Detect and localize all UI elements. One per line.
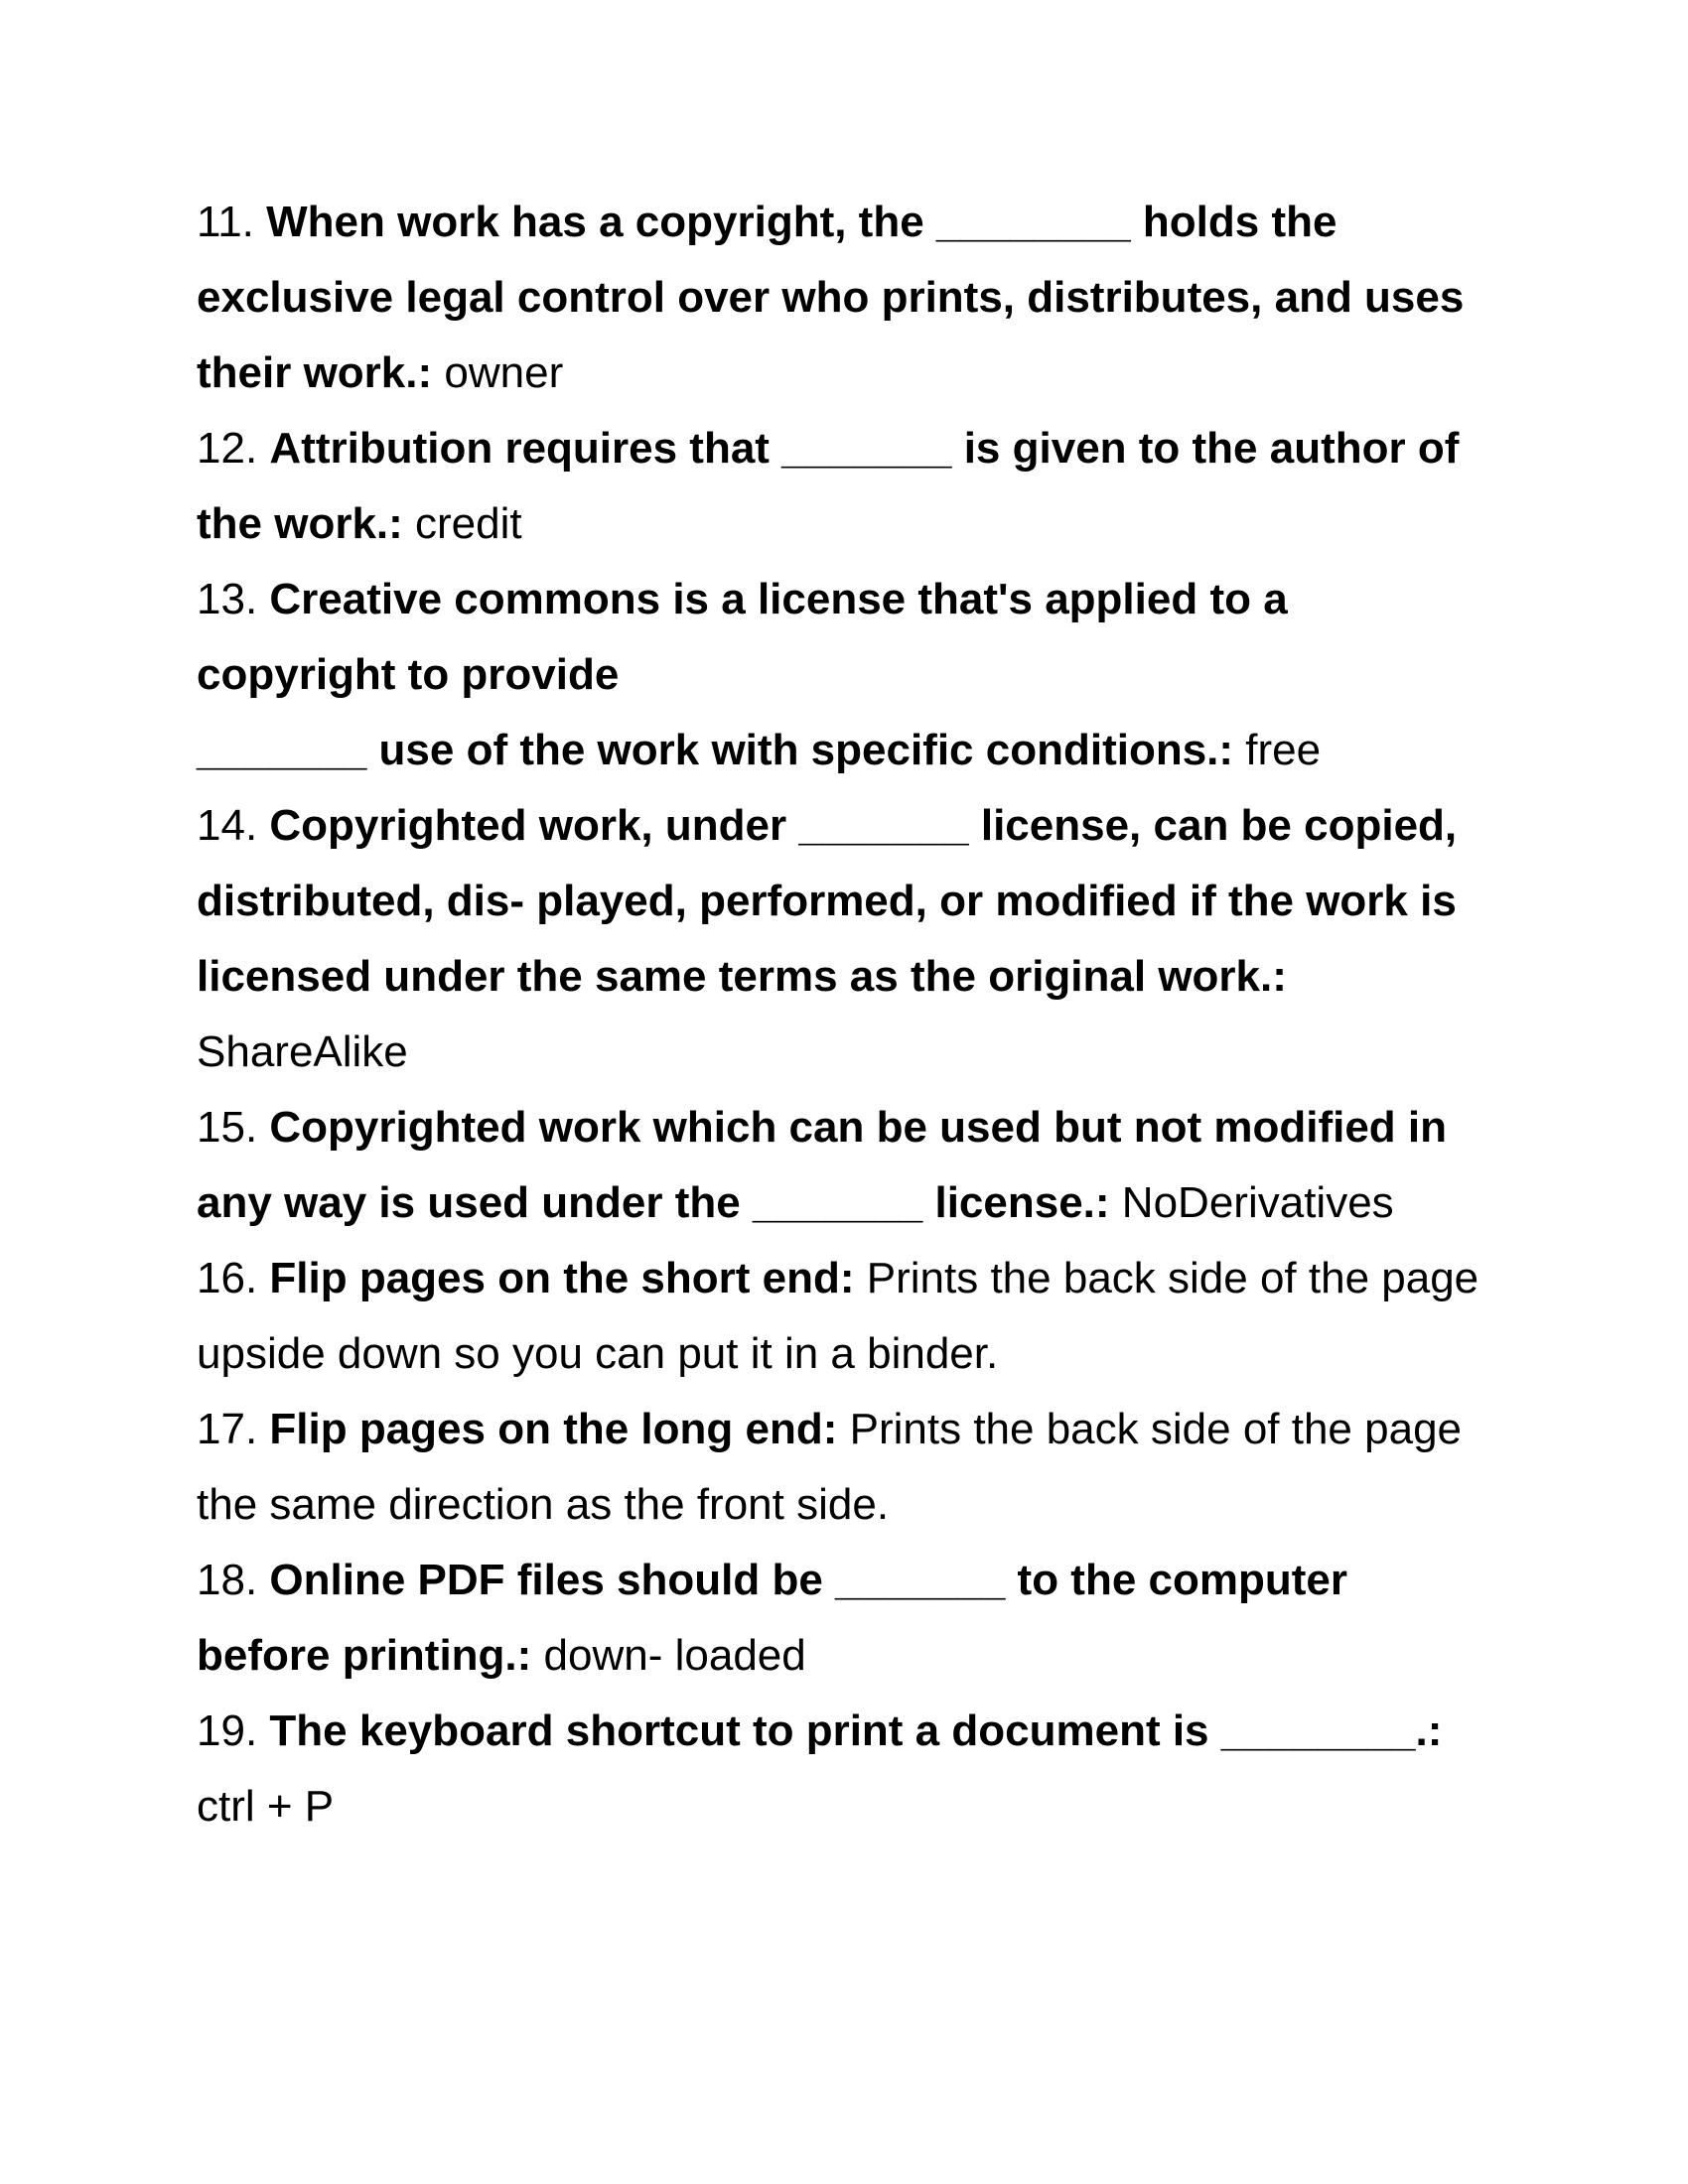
list-item-15 (197, 1090, 1487, 1241)
item-answer: down- loaded (543, 1631, 806, 1680)
item-question: Online PDF files should be _______ to the computer before printing.: (197, 1556, 1347, 1680)
item-question: Flip pages on the long end: (269, 1405, 838, 1453)
list-item-14 (197, 788, 1487, 1090)
list-item-13 (197, 562, 1487, 788)
item-answer: Prints the back side of the page upside down so you can put it in a binder. (197, 1254, 1479, 1378)
item-question: Creative commons is a license that's applied to a copyright to provide (197, 575, 1288, 699)
item-answer: credit (415, 499, 522, 548)
item-number: 17. (197, 1405, 258, 1453)
item-question: Attribution requires that _______ is given to the author of the work.: (197, 424, 1460, 548)
item-number: 18. (197, 1556, 258, 1604)
item-answer: ShareAlike (197, 1027, 408, 1076)
list-item-19 (197, 1694, 1487, 1844)
list-item-16 (197, 1241, 1487, 1392)
item-number: 12. (197, 424, 258, 473)
item-question: The keyboard shortcut to print a document is ________.: (269, 1706, 1443, 1755)
list-item-12 (197, 411, 1487, 562)
item-number: 13. (197, 575, 258, 623)
item-number: 15. (197, 1103, 258, 1152)
item-question: Copyrighted work which can be used but not modified in any way is used under the _______ license.: (197, 1103, 1447, 1227)
item-number: 19. (197, 1706, 258, 1755)
item-answer: NoDerivatives (1121, 1178, 1394, 1227)
list-item-17 (197, 1392, 1487, 1543)
item-question: Flip pages on the short end: (269, 1254, 855, 1302)
item-question: When work has a copyright, the ________ holds the exclusive legal control over who prints, distributes, and uses their work.: (197, 198, 1465, 397)
item-question-continued: _______ use of the work with specific conditions.: (197, 726, 1234, 774)
item-answer: Prints the back side of the page the same direction as the front side. (197, 1405, 1463, 1529)
item-question: Copyrighted work, under _______ license, can be copied, distributed, dis- played, performed, or modified if the work is licensed under the same terms as the original work.: (197, 801, 1458, 1001)
item-number: 14. (197, 801, 258, 850)
item-answer: free (1245, 726, 1322, 774)
item-number: 11. (197, 198, 254, 246)
item-answer: ctrl + P (197, 1782, 335, 1831)
list-item-11 (197, 185, 1487, 411)
flashcard-list (197, 185, 1487, 1844)
item-number: 16. (197, 1254, 258, 1302)
item-answer: owner (444, 348, 564, 397)
list-item-18 (197, 1543, 1487, 1694)
